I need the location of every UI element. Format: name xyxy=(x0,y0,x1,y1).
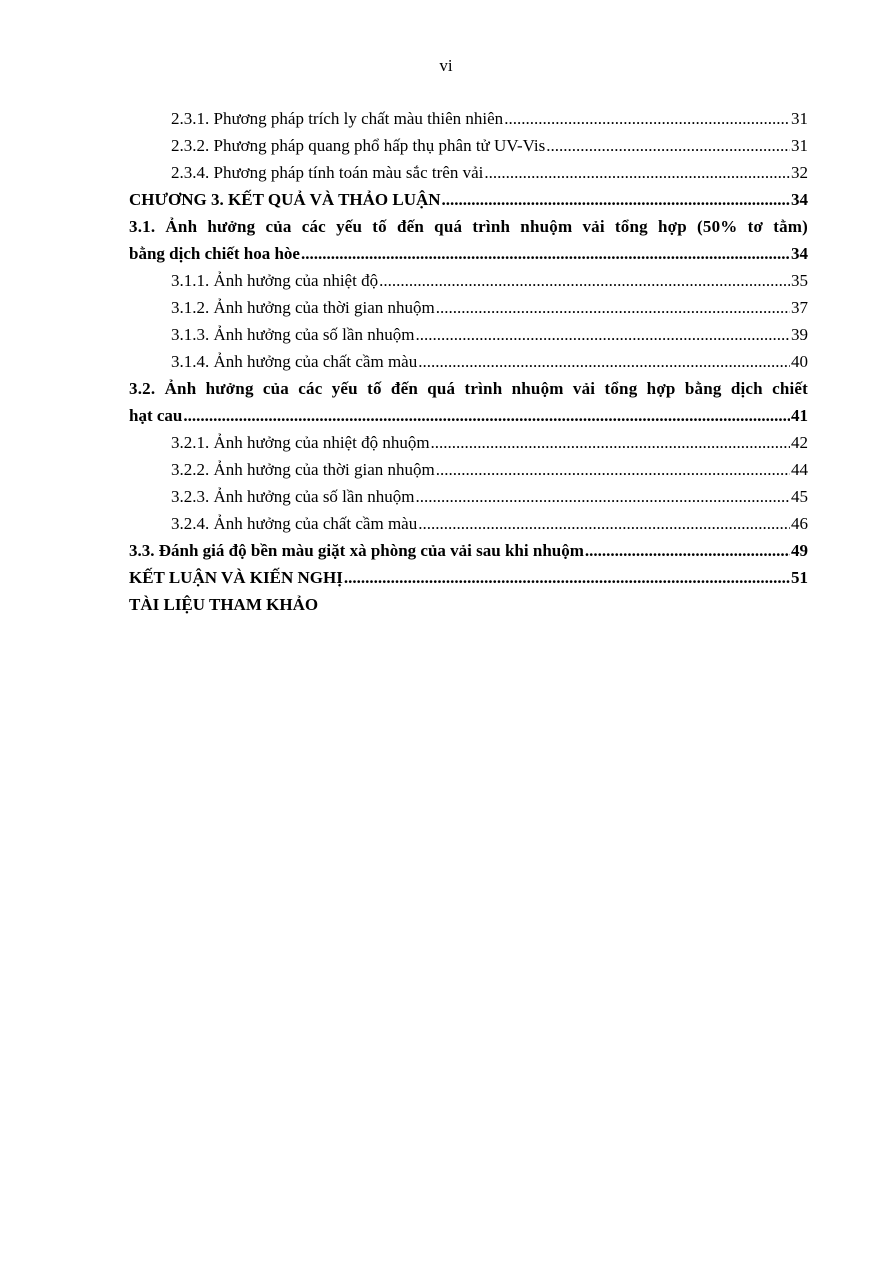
toc-entry-3-2-4[interactable] xyxy=(129,510,808,537)
toc-entry-page: 31 xyxy=(791,136,808,155)
toc-entry-label: 2.3.4. Phương pháp tính toán màu sắc trên vải xyxy=(171,163,484,182)
dot-leader xyxy=(442,186,790,213)
toc-entry-label: bằng dịch chiết hoa hòe xyxy=(129,244,300,263)
toc-entry-page: 51 xyxy=(791,568,808,587)
dot-leader xyxy=(431,429,790,456)
toc-entry-label: 2.3.2. Phương pháp quang phổ hấp thụ phân tử UV-Vis xyxy=(171,136,546,155)
dot-leader xyxy=(183,402,790,429)
toc-entry-3-1-3[interactable] xyxy=(129,321,808,348)
dot-leader xyxy=(415,321,790,348)
toc-entry-3-1-line1[interactable]: 3.1. Ảnh hưởng của các yếu tố đến quá trình nhuộm vải tổng hợp (50% tơ tằm) xyxy=(129,217,808,236)
toc-entry-page: 31 xyxy=(791,109,808,128)
table-of-contents xyxy=(129,105,808,618)
toc-entry-references[interactable] xyxy=(129,591,808,618)
toc-entry-3-2-3[interactable] xyxy=(129,483,808,510)
toc-entry-chapter-3[interactable] xyxy=(129,186,808,213)
toc-entry-label: 3.1.4. Ảnh hưởng của chất cầm màu xyxy=(171,352,418,371)
toc-entry-page: 34 xyxy=(791,190,808,209)
dot-leader xyxy=(418,348,790,375)
toc-entry-label: 3.2.3. Ảnh hưởng của số lần nhuộm xyxy=(171,487,415,506)
dot-leader xyxy=(546,132,790,159)
dot-leader xyxy=(504,105,790,132)
toc-entry-3-2-1[interactable] xyxy=(129,429,808,456)
toc-entry-conclusion[interactable] xyxy=(129,564,808,591)
toc-entry-label: 3.2.4. Ảnh hưởng của chất cầm màu xyxy=(171,514,418,533)
toc-entry-3-2-line1[interactable]: 3.2. Ảnh hưởng của các yếu tố đến quá trình nhuộm vải tổng hợp bằng dịch chiết xyxy=(129,379,808,398)
dot-leader xyxy=(585,537,790,564)
toc-entry-page: 41 xyxy=(791,406,808,425)
toc-entry-page: 37 xyxy=(791,298,808,317)
toc-entry-label: TÀI LIỆU THAM KHẢO xyxy=(129,595,319,614)
toc-entry-label: KẾT LUẬN VÀ KIẾN NGHỊ xyxy=(129,568,343,587)
page-number: vi xyxy=(439,56,453,75)
dot-leader xyxy=(301,240,790,267)
dot-leader xyxy=(436,456,790,483)
toc-entry-2-3-2[interactable] xyxy=(129,132,808,159)
toc-entry-page: 32 xyxy=(791,163,808,182)
dot-leader xyxy=(415,483,790,510)
toc-entry-3-1-1[interactable] xyxy=(129,267,808,294)
dot-leader xyxy=(484,159,790,186)
toc-entry-label: 3.2.1. Ảnh hưởng của nhiệt độ nhuộm xyxy=(171,433,430,452)
toc-entry-label: 3.1.1. Ảnh hưởng của nhiệt độ xyxy=(171,271,379,290)
toc-entry-3-1-2[interactable] xyxy=(129,294,808,321)
toc-entry-page: 35 xyxy=(791,271,808,290)
toc-entry-label: 2.3.1. Phương pháp trích ly chất màu thiên nhiên xyxy=(171,109,504,128)
dot-leader xyxy=(344,564,790,591)
toc-entry-2-3-4[interactable] xyxy=(129,159,808,186)
toc-entry-label: CHƯƠNG 3. KẾT QUẢ VÀ THẢO LUẬN xyxy=(129,190,441,209)
toc-entry-label: hạt cau xyxy=(129,406,183,425)
dot-leader xyxy=(418,510,790,537)
toc-entry-label: 3.1.2. Ảnh hưởng của thời gian nhuộm xyxy=(171,298,435,317)
toc-entry-label: 3.3. Đánh giá độ bền màu giặt xà phòng của vải sau khi nhuộm xyxy=(129,541,584,560)
toc-entry-label: 3.1.3. Ảnh hưởng của số lần nhuộm xyxy=(171,325,415,344)
toc-entry-page: 40 xyxy=(791,352,808,371)
dot-leader xyxy=(436,294,790,321)
toc-entry-label: 3.2.2. Ảnh hưởng của thời gian nhuộm xyxy=(171,460,435,479)
toc-entry-2-3-1[interactable] xyxy=(129,105,808,132)
toc-entry-3-2-2[interactable] xyxy=(129,456,808,483)
toc-entry-page: 46 xyxy=(791,514,808,533)
toc-entry-page: 42 xyxy=(791,433,808,452)
toc-entry-3-1-4[interactable] xyxy=(129,348,808,375)
toc-entry-page: 49 xyxy=(791,541,808,560)
toc-entry-3-2[interactable] xyxy=(129,402,808,429)
toc-entry-3-3[interactable] xyxy=(129,537,808,564)
toc-entry-page: 44 xyxy=(791,460,808,479)
toc-entry-page: 34 xyxy=(791,244,808,263)
toc-entry-page: 45 xyxy=(791,487,808,506)
dot-leader xyxy=(379,267,790,294)
toc-entry-page: 39 xyxy=(791,325,808,344)
toc-entry-3-1[interactable] xyxy=(129,240,808,267)
